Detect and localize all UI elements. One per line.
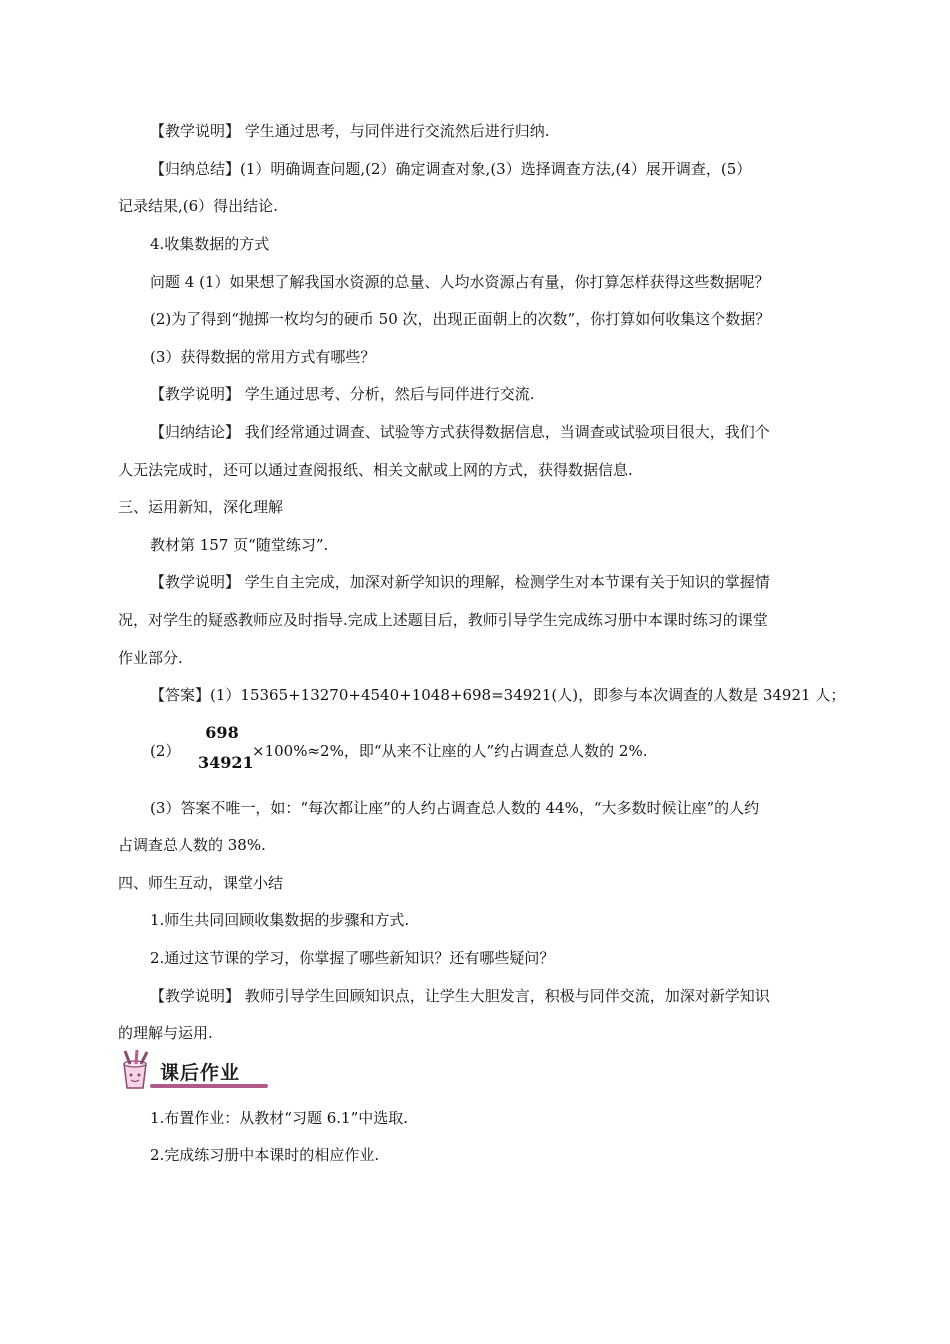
summary-line-2: 记录结果,(6）得出结论. [118, 197, 278, 215]
answer-part-2-text: ×100%≈2%，即“从来不让座的人”约占调查总人数的 2%. [252, 742, 648, 760]
textbook-reference: 教材第 157 页“随堂练习”. [150, 536, 329, 554]
teaching-note-4-line-1: 【教学说明】 教师引导学生回顾知识点，让学生大胆发言，积极与同伴交流，加深对新学知识 [150, 987, 770, 1005]
answer-part-1: 【答案】(1）15365+13270+4540+1048+698=34921(人)，即参与本次调查的人数是 34921 人； [150, 686, 846, 704]
homework-item-1: 1.布置作业：从教材“习题 6.1”中选取. [150, 1109, 409, 1127]
teaching-note-4-line-2: 的理解与运用. [118, 1024, 213, 1042]
answer-part-2-prefix: (2） [150, 742, 181, 760]
section-heading-3: 三、运用新知，深化理解 [118, 498, 284, 516]
teaching-note-3-line-3: 作业部分. [118, 649, 183, 667]
teaching-note-2: 【教学说明】 学生通过思考、分析，然后与同伴进行交流. [150, 385, 535, 403]
teaching-note-3-line-1: 【教学说明】 学生自主完成，加深对新学知识的理解，检测学生对本节课有关于知识的掌握情 [150, 573, 770, 591]
answer-part-3-line-2: 占调查总人数的 38%. [118, 836, 266, 854]
summary-line-1: 【归纳总结】(1）明确调查问题,(2）确定调查对象,(3）选择调查方法,(4）展开调查，(5） [150, 160, 752, 178]
answer-part-3-line-1: (3）答案不唯一，如：“每次都让座”的人约占调查总人数的 44%，“大多数时候让座”的人约 [150, 799, 760, 817]
conclusion-line-1: 【归纳结论】 我们经常通过调查、试验等方式获得数据信息，当调查或试验项目很大，我们个 [150, 423, 770, 441]
fraction-denominator: 34921 [198, 753, 254, 772]
summary-item-1: 1.师生共同回顾收集数据的步骤和方式. [150, 911, 410, 929]
section-heading-4-summary: 四、师生互动，课堂小结 [118, 874, 284, 892]
question-4-part-1: 问题 4 (1）如果想了解我国水资源的总量、人均水资源占有量，你打算怎样获得这些数据呢？ [150, 273, 770, 291]
homework-title: 课后作业 [160, 1062, 241, 1084]
homework-item-2: 2.完成练习册中本课时的相应作业. [150, 1146, 380, 1164]
question-4-part-3: (3）获得数据的常用方式有哪些？ [150, 348, 376, 366]
teaching-note-3-line-2: 况，对学生的疑惑教师应及时指导.完成上述题目后，教师引导学生完成练习册中本课时练习的课堂 [118, 611, 768, 629]
heading-underline [150, 1084, 268, 1088]
summary-item-2: 2.通过这节课的学习，你掌握了哪些新知识？还有哪些疑问？ [150, 949, 555, 967]
fraction-numerator: 698 [205, 723, 239, 742]
teaching-note-1: 【教学说明】 学生通过思考，与同伴进行交流然后进行归纳. [150, 122, 550, 140]
conclusion-line-2: 人无法完成时，还可以通过查阅报纸、相关文献或上网的方式，获得数据信息. [118, 461, 633, 479]
section-heading-4: 4.收集数据的方式 [150, 235, 270, 253]
answer-fraction [198, 722, 254, 774]
question-4-part-2: (2)为了得到“抛掷一枚均匀的硬币 50 次，出现正面朝上的次数”，你打算如何收集这个数据？ [150, 310, 771, 328]
